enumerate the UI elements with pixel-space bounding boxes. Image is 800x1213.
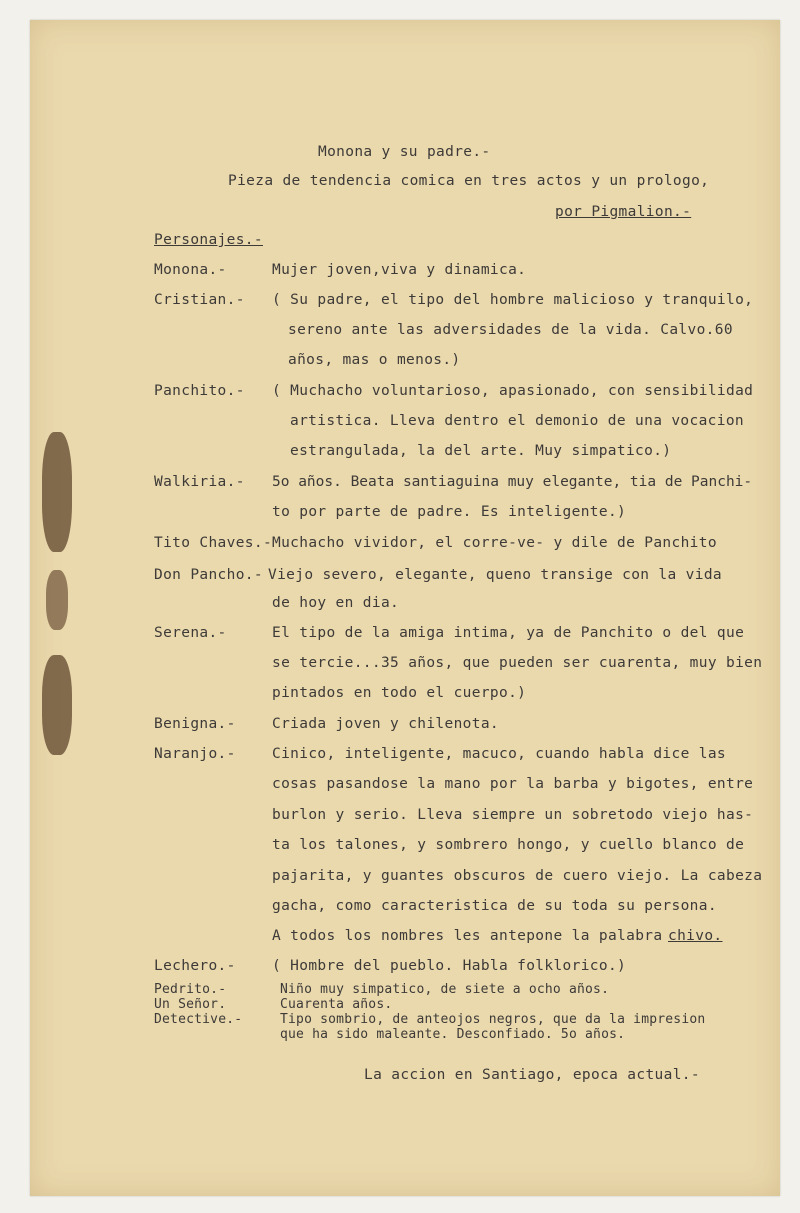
play-title: Monona y su padre.- (318, 144, 491, 160)
character-description: Mujer joven,viva y dinamica. (272, 262, 527, 278)
character-description: burlon y serio. Lleva siempre un sobretodo viejo has- (272, 807, 754, 823)
character-description: que ha sido maleante. Desconfiado. 5o años. (280, 1027, 626, 1042)
character-description: sereno ante las adversidades de la vida. Calvo.60 (288, 322, 733, 338)
character-name: Serena.- (154, 625, 227, 641)
character-description: artistica. Lleva dentro el demonio de una vocacion (290, 413, 744, 429)
character-description: cosas pasandose la mano por la barba y bigotes, entre (272, 776, 754, 792)
character-description: Muchacho vividor, el corre-ve- y dile de Panchito (272, 535, 717, 551)
character-description: Cuarenta años. (280, 997, 393, 1012)
character-name: Walkiria.- (154, 474, 245, 490)
character-description: ( Muchacho voluntarioso, apasionado, con sensibilidad (272, 383, 754, 399)
character-description: ( Hombre del pueblo. Habla folklorico.) (272, 958, 627, 974)
character-name: Lechero.- (154, 958, 236, 974)
character-name: Benigna.- (154, 716, 236, 732)
character-description: A todos los nombres les antepone la palabra (272, 928, 663, 944)
character-description: de hoy en dia. (272, 595, 400, 611)
character-name: Naranjo.- (154, 746, 236, 762)
character-name: Pedrito.- (154, 982, 227, 997)
character-description: estrangulada, la del arte. Muy simpatico.) (290, 443, 672, 459)
character-name: Monona.- (154, 262, 227, 278)
character-description: pintados en todo el cuerpo.) (272, 685, 527, 701)
character-description: to por parte de padre. Es inteligente.) (272, 504, 627, 520)
character-description: El tipo de la amiga intima, ya de Panchito o del que (272, 625, 745, 641)
character-name: Un Señor. (154, 997, 227, 1012)
author: por Pigmalion.- (555, 204, 692, 220)
character-description: ta los talones, y sombrero hongo, y cuello blanco de (272, 837, 745, 853)
character-description: Viejo severo, elegante, queno transige con la vida (268, 567, 722, 583)
character-description: Criada joven y chilenota. (272, 716, 499, 732)
cast-heading: Personajes.- (154, 232, 263, 248)
character-description: Tipo sombrio, de anteojos negros, que da la impresion (280, 1012, 706, 1027)
character-description: Cinico, inteligente, macuco, cuando habla dice las (272, 746, 726, 762)
stain (42, 655, 72, 755)
character-name: Tito Chaves.- (154, 535, 273, 551)
character-name: Detective.- (154, 1012, 243, 1027)
stain (46, 570, 68, 630)
character-description: gacha, como caracteristica de su toda su persona. (272, 898, 717, 914)
character-description: 5o años. Beata santiaguina muy elegante, tia de Panchi- (272, 474, 753, 490)
setting-note: La accion en Santiago, epoca actual.- (364, 1067, 700, 1083)
character-description: ( Su padre, el tipo del hombre malicioso y tranquilo, (272, 292, 754, 308)
underlined-word: chivo. (668, 928, 723, 944)
character-description: Niño muy simpatico, de siete a ocho años. (280, 982, 610, 997)
character-name: Panchito.- (154, 383, 245, 399)
character-name: Cristian.- (154, 292, 245, 308)
character-description: pajarita, y guantes obscuros de cuero viejo. La cabeza (272, 868, 763, 884)
play-subtitle: Pieza de tendencia comica en tres actos y un prologo, (228, 173, 710, 189)
stain (42, 432, 72, 552)
character-description: años, mas o menos.) (288, 352, 461, 368)
character-description: se tercie...35 años, que pueden ser cuarenta, muy bien (272, 655, 763, 671)
character-name: Don Pancho.- (154, 567, 263, 583)
